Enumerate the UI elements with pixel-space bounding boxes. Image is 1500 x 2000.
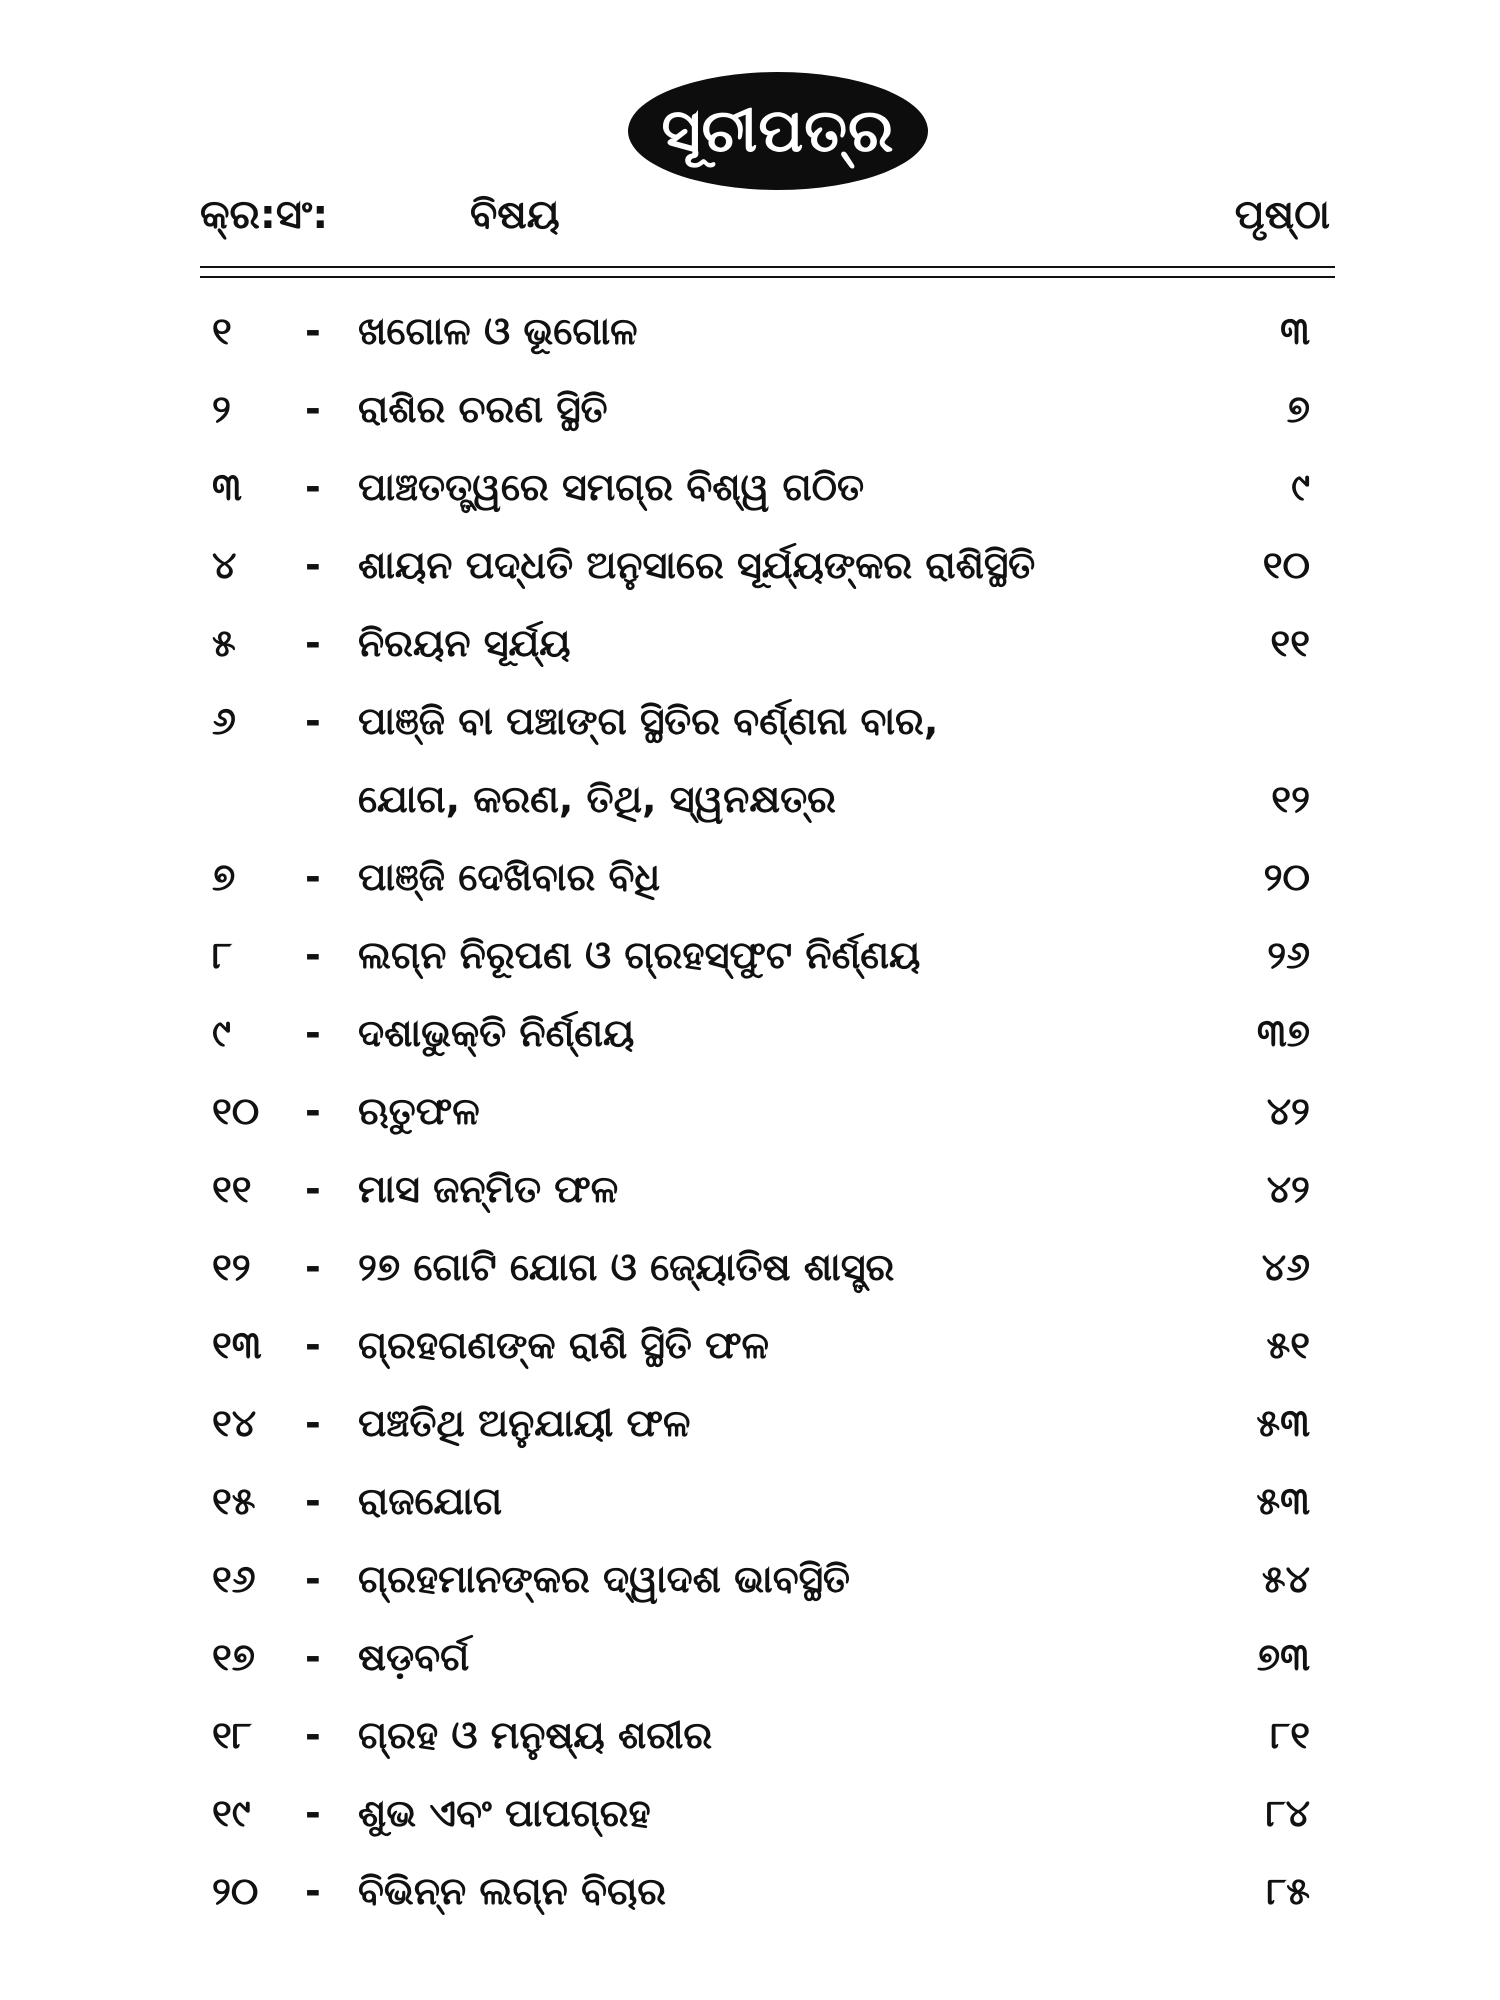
entry-dash: - bbox=[305, 1869, 321, 1913]
entry-page: ୭ bbox=[1286, 387, 1310, 431]
toc-row bbox=[200, 994, 1330, 1072]
entry-dash: - bbox=[305, 543, 321, 587]
entry-subject: ପଞ୍ଚତିଥି ଅନୁଯାୟୀ ଫଳ bbox=[358, 1401, 691, 1445]
toc-row bbox=[200, 1384, 1330, 1462]
toc-row bbox=[200, 1462, 1330, 1540]
toc-row bbox=[200, 1696, 1330, 1774]
entry-dash: - bbox=[305, 1791, 321, 1835]
toc-row bbox=[200, 1306, 1330, 1384]
entry-subject: ଯୋଗ, କରଣ, ତିଥି, ସ୍ୱନକ୍ଷତ୍ର bbox=[358, 777, 836, 821]
entry-page: ୪୬ bbox=[1261, 1245, 1310, 1289]
entry-dash: - bbox=[305, 699, 321, 743]
entry-dash: - bbox=[305, 1401, 321, 1445]
entry-subject: ଶୁଭ ଏବଂ ପାପଗ୍ରହ bbox=[358, 1791, 651, 1835]
entry-number: ୧୯ bbox=[212, 1791, 251, 1835]
entry-number: ୮ bbox=[212, 933, 232, 977]
entry-number: ୧୦ bbox=[212, 1089, 260, 1133]
entry-page: ୮୫ bbox=[1266, 1869, 1310, 1913]
entry-page: ୧୦ bbox=[1262, 543, 1310, 587]
entry-number: ୧୮ bbox=[212, 1713, 252, 1757]
entry-page: ୮୧ bbox=[1270, 1713, 1310, 1757]
header-page: ପୃଷ୍ଠା bbox=[1234, 192, 1330, 238]
entry-number: ୧୨ bbox=[212, 1245, 251, 1289]
entry-dash: - bbox=[305, 1557, 321, 1601]
toc-row bbox=[200, 604, 1330, 682]
entry-page: ୫୪ bbox=[1261, 1557, 1310, 1601]
entry-subject: ରାଶିର ଚରଣ ସ୍ଥିତି bbox=[358, 387, 608, 431]
entry-number: ୬ bbox=[212, 699, 236, 743]
entry-dash: - bbox=[305, 1635, 321, 1679]
entry-subject: ନିରୟନ ସୂର୍ଯ୍ୟ bbox=[358, 621, 571, 665]
entry-page: ୨୬ bbox=[1267, 933, 1310, 977]
toc-row-continued bbox=[200, 760, 1330, 838]
entry-page: ୧୧ bbox=[1270, 621, 1310, 665]
entry-page: ୫୧ bbox=[1266, 1323, 1310, 1367]
entry-subject: ପାଞ୍ଜି ବା ପଞ୍ଚାଙ୍ଗ ସ୍ଥିତିର ବର୍ଣ୍ଣନା ବାର, bbox=[358, 699, 939, 743]
entry-dash: - bbox=[305, 465, 321, 509]
entry-page: ୧୨ bbox=[1271, 777, 1310, 821]
entry-dash: - bbox=[305, 1167, 321, 1211]
entry-number: ୭ bbox=[212, 855, 236, 899]
entry-number: ୧୫ bbox=[212, 1479, 256, 1523]
entry-number: ୧୬ bbox=[212, 1557, 256, 1601]
entry-dash: - bbox=[305, 1089, 321, 1133]
entry-number: ୨ bbox=[212, 387, 231, 431]
entry-number: ୩ bbox=[212, 465, 242, 509]
entry-page: ୩ bbox=[1280, 309, 1310, 353]
entry-number: ୧୩ bbox=[212, 1323, 262, 1367]
entry-page: ୨୦ bbox=[1263, 855, 1310, 899]
toc-row bbox=[200, 1618, 1330, 1696]
entry-page: ୫୩ bbox=[1256, 1479, 1310, 1523]
entry-subject: ପାଞ୍ଚତତ୍ତ୍ୱରେ ସମଗ୍ର ବିଶ୍ୱ ଗଠିତ bbox=[358, 465, 865, 509]
entry-subject: ଋତୁଫଳ bbox=[358, 1089, 480, 1133]
toc-list bbox=[200, 292, 1330, 1930]
entry-page: ୪୨ bbox=[1266, 1089, 1310, 1133]
entry-number: ୨୦ bbox=[212, 1869, 259, 1913]
entry-page: ୯ bbox=[1291, 465, 1310, 509]
toc-row bbox=[200, 1228, 1330, 1306]
header-divider-top bbox=[200, 266, 1335, 268]
entry-subject: ଗ୍ରହମାନଙ୍କର ଦ୍ୱାଦଶ ଭାବସ୍ଥିତି bbox=[358, 1557, 850, 1601]
entry-dash: - bbox=[305, 933, 321, 977]
toc-row bbox=[200, 1774, 1330, 1852]
entry-dash: - bbox=[305, 387, 321, 431]
toc-row bbox=[200, 1150, 1330, 1228]
entry-number: ୫ bbox=[212, 621, 236, 665]
entry-page: ୩୭ bbox=[1256, 1011, 1310, 1055]
toc-row bbox=[200, 1072, 1330, 1150]
toc-row bbox=[200, 916, 1330, 994]
header-divider-bottom bbox=[200, 276, 1335, 278]
entry-number: ୧ bbox=[212, 309, 232, 353]
toc-row bbox=[200, 370, 1330, 448]
entry-dash: - bbox=[305, 1323, 321, 1367]
entry-subject: ଷଡ଼ବର୍ଗ bbox=[358, 1635, 470, 1679]
entry-subject: ପାଞ୍ଜି ଦେଖିବାର ବିଧି bbox=[358, 855, 661, 899]
entry-subject: ଗ୍ରହଗଣଙ୍କ ରାଶି ସ୍ଥିତି ଫଳ bbox=[358, 1323, 769, 1367]
entry-subject: ଶାୟନ ପଦ୍ଧତି ଅନୁସାରେ ସୂର୍ଯ୍ୟଙ୍କର ରାଶିସ୍ଥିତି bbox=[358, 543, 1036, 587]
entry-page: ୪୨ bbox=[1266, 1167, 1310, 1211]
toc-row bbox=[200, 838, 1330, 916]
entry-page: ୮୪ bbox=[1265, 1791, 1310, 1835]
entry-dash: - bbox=[305, 1011, 321, 1055]
toc-row bbox=[200, 1852, 1330, 1930]
header-serial: କ୍ର:ସଂ: bbox=[200, 192, 329, 238]
toc-header bbox=[200, 192, 1330, 262]
entry-subject: ଲଗ୍ନ ନିରୂପଣ ଓ ଗ୍ରହସ୍ଫୁଟ ନିର୍ଣ୍ଣୟ bbox=[358, 933, 921, 977]
entry-number: ୧୪ bbox=[212, 1401, 257, 1445]
entry-dash: - bbox=[305, 855, 321, 899]
entry-page: ୭୩ bbox=[1256, 1635, 1310, 1679]
entry-subject: ବିଭିନ୍ନ ଲଗ୍ନ ବିଚାର bbox=[358, 1869, 667, 1913]
page-title: ସୂଚୀପତ୍ର bbox=[628, 72, 928, 190]
entry-subject: ୨୭ ଗୋଟି ଯୋଗ ଓ ଜ୍ୟୋତିଷ ଶାସ୍ତ୍ର bbox=[358, 1245, 895, 1289]
entry-number: ୪ bbox=[212, 543, 237, 587]
entry-page: ୫୩ bbox=[1256, 1401, 1310, 1445]
entry-dash: - bbox=[305, 621, 321, 665]
entry-subject: ଗ୍ରହ ଓ ମନୁଷ୍ୟ ଶରୀର bbox=[358, 1713, 713, 1757]
toc-row bbox=[200, 1540, 1330, 1618]
entry-dash: - bbox=[305, 1245, 321, 1289]
entry-subject: ମାସ ଜନ୍ମିତ ଫଳ bbox=[358, 1167, 619, 1211]
toc-row bbox=[200, 682, 1330, 760]
entry-number: ୧୭ bbox=[212, 1635, 256, 1679]
toc-row bbox=[200, 292, 1330, 370]
entry-dash: - bbox=[305, 1713, 321, 1757]
entry-subject: ଦଶାଭୁକ୍ତି ନିର୍ଣ୍ଣୟ bbox=[358, 1011, 635, 1055]
header-subject: ବିଷୟ bbox=[470, 192, 560, 238]
entry-dash: - bbox=[305, 1479, 321, 1523]
entry-number: ୧୧ bbox=[212, 1167, 252, 1211]
entry-dash: - bbox=[305, 309, 321, 353]
entry-subject: ରାଜଯୋଗ bbox=[358, 1479, 503, 1523]
entry-subject: ଖଗୋଳ ଓ ଭୂଗୋଳ bbox=[358, 309, 638, 353]
toc-row bbox=[200, 448, 1330, 526]
toc-row bbox=[200, 526, 1330, 604]
entry-number: ୯ bbox=[212, 1011, 231, 1055]
